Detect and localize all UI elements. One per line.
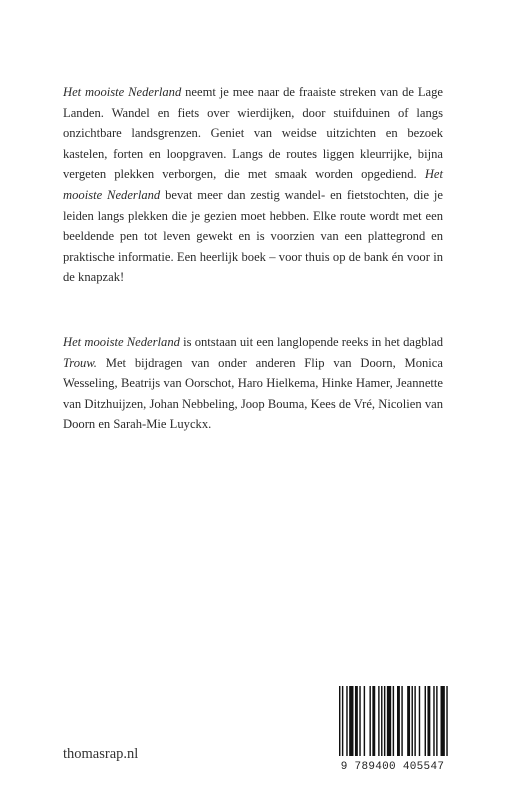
isbn-barcode (333, 684, 452, 772)
publisher-url: thomasrap.nl (63, 746, 139, 762)
book-title-italic: Het mooiste Nederland (63, 335, 180, 349)
book-title-italic: Het mooiste Nederland (63, 85, 182, 99)
blurb-text: neemt je mee naar de fraaiste streken van de Lage Landen. Wandel en fiets over wierdijken, door stuifduinen of langs onzichtbare landsgrenzen. Geniet van weidse uitzichten en bezoek kastelen, forten en loopgraven. Langs de routes liggen kleurrijke, bijna vergeten plekken verborgen, die met smaak worden opgediend. (63, 85, 443, 182)
blurb-paragraph-1 (63, 82, 443, 288)
contributors-text: Met bijdragen van onder anderen Flip van Doorn, Monica Wesseling, Beatrijs van Oorschot, Haro Hielkema, Hinke Hamer, Jeannette van Ditzhuijzen, Johan Nebbeling, Joop Bouma, Kees de Vré, Nicolien van Doorn en Sarah-Mie Luyckx. (63, 355, 443, 432)
book-title-italic: Het mooiste Nederland (63, 167, 443, 202)
blurb-text: is ontstaan uit een langlopende reeks in het dagblad (179, 335, 443, 349)
newspaper-name: Trouw. (63, 355, 97, 370)
blurb-text: bevat meer dan zestig wandel- en fietstochten, die je leiden langs plekken die je gezien moet hebben. Elke route wordt met een beeldende pen tot leven gewekt en is voorzien van een plattegrond en praktische informatie. Een heerlijk boek – voor thuis op de bank én voor in de knapzak! (63, 187, 443, 285)
blurb-paragraph-2 (63, 332, 443, 435)
barcode-number: 9 789400 405547 (340, 761, 445, 772)
barcode-graphic (333, 684, 452, 772)
